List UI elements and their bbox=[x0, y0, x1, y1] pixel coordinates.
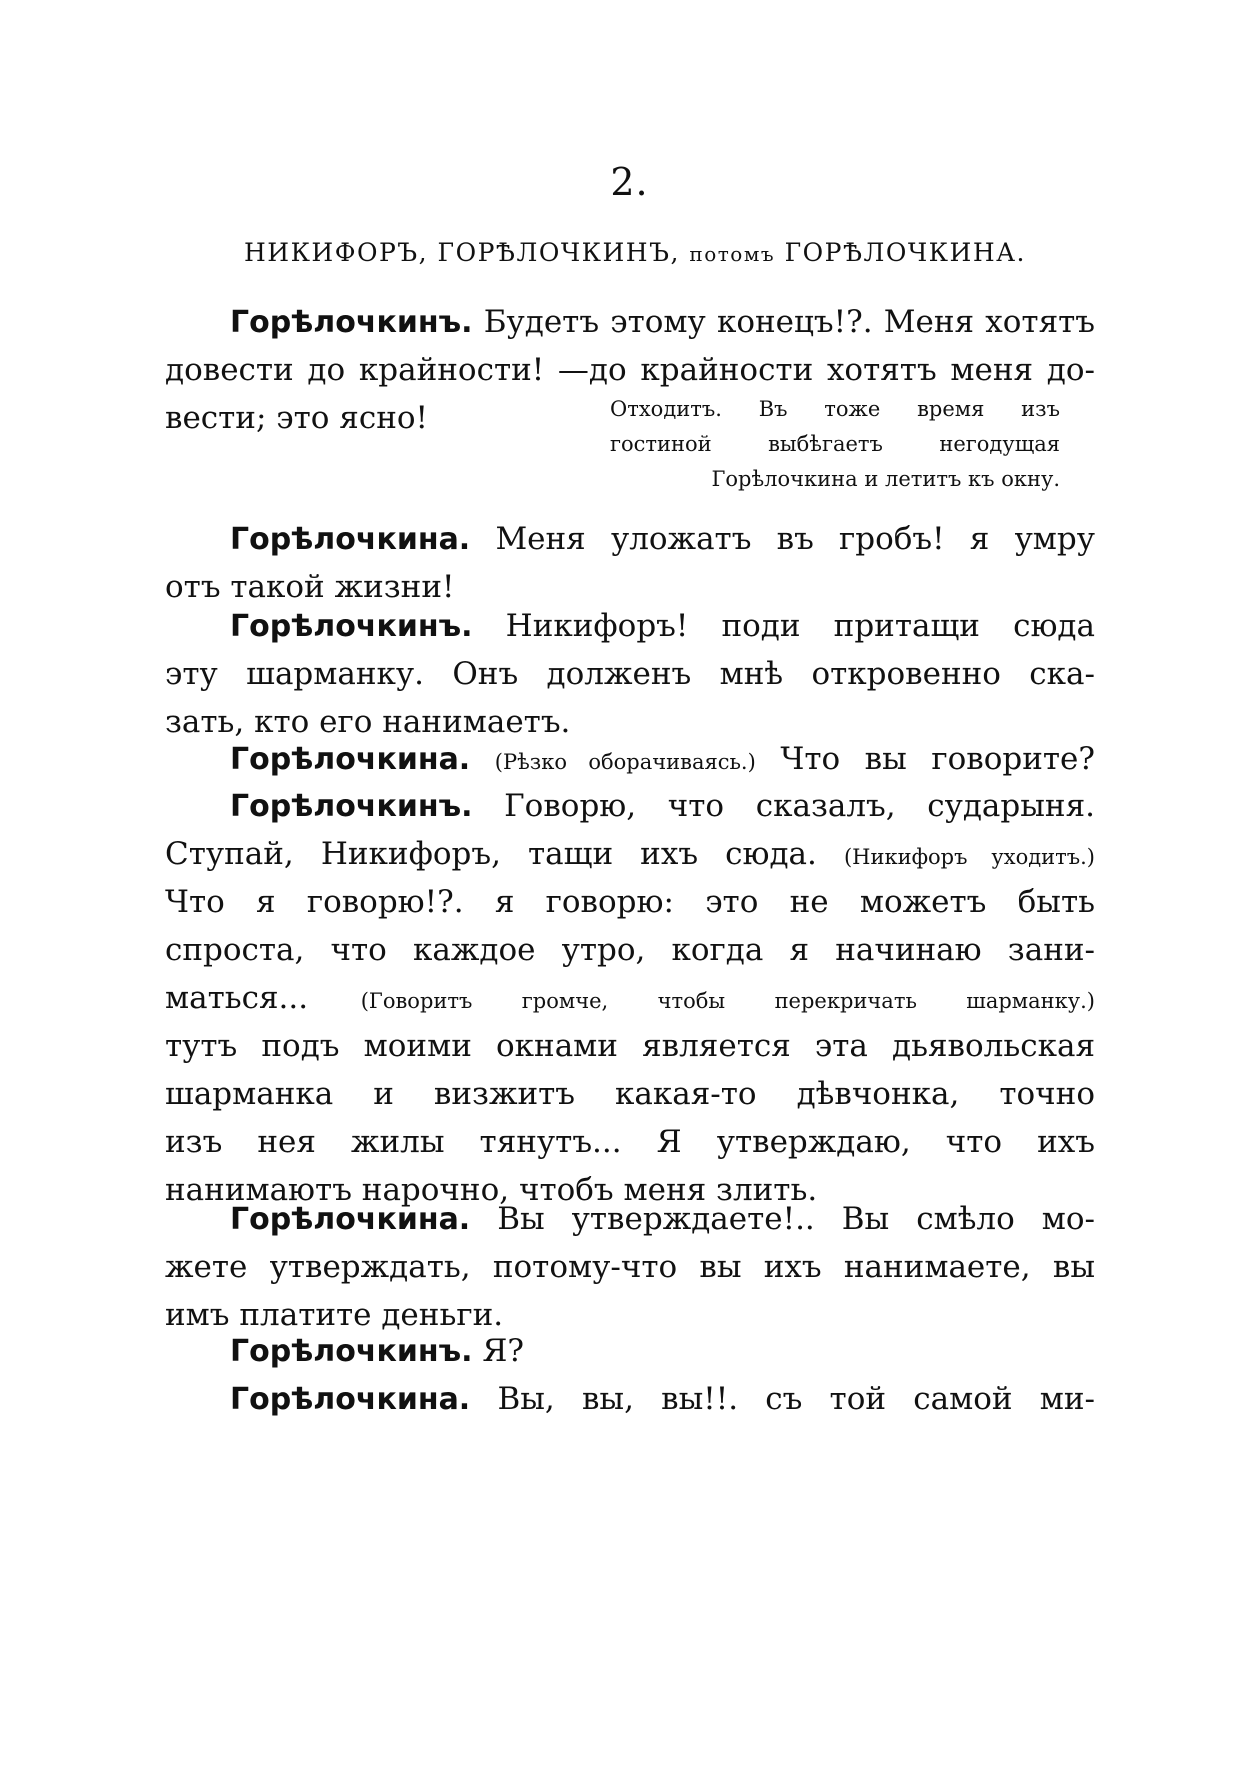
speech-line: Горѣлочкинъ. Будетъ этому конецъ!?. Меня хотятъ bbox=[230, 304, 1095, 340]
speaker-name: Горѣлочкина. bbox=[230, 522, 471, 557]
speech-line: довести до крайности! —до крайности хотятъ меня до- bbox=[165, 352, 1095, 388]
speech-line: Горѣлочкинъ. Никифоръ! поди притащи сюда bbox=[230, 608, 1095, 644]
speech-gorelochkin-4 bbox=[165, 1327, 1095, 1375]
speech-line: нанимаютъ нарочно, чтобъ меня злить. bbox=[165, 1172, 818, 1208]
speech-gorelochkina-2 bbox=[165, 735, 1095, 783]
stage-line: гостиной выбѣгаетъ негодущая bbox=[610, 432, 1060, 456]
speaker-name: Горѣлочкинъ. bbox=[230, 789, 473, 824]
cast-list bbox=[205, 238, 1065, 267]
speech-line: Горѣлочкина. Меня уложатъ въ гробъ! я умру bbox=[230, 521, 1096, 557]
speaker-name: Горѣлочкинъ. bbox=[230, 609, 473, 644]
speech-gorelochkina-4 bbox=[165, 1375, 1095, 1423]
cast-names: НИКИФОРЪ, ГОРѢЛОЧКИНЪ, bbox=[243, 238, 680, 267]
speech-line: Горѣлочкинъ. Говорю, что сказалъ, сударыня. bbox=[230, 788, 1095, 824]
speech-line: Горѣлочкина. Вы утверждаете!.. Вы смѣло мо- bbox=[230, 1201, 1095, 1237]
speech-line: имъ платите деньги. bbox=[165, 1297, 504, 1333]
stage-line: Отходитъ. Въ тоже время изъ bbox=[610, 397, 1060, 421]
speech-line: отъ такой жизни! bbox=[165, 569, 455, 605]
speech-line: маться... (Говоритъ громче, чтобы перекричать шарманку.) bbox=[165, 980, 1095, 1016]
stage-line: Горѣлочкина и летитъ къ окну. bbox=[711, 467, 1060, 491]
speaker-name: Горѣлочкинъ. bbox=[230, 305, 473, 340]
speech-gorelochkina-1 bbox=[165, 515, 1095, 611]
inline-stage-direction: (Никифоръ уходитъ.) bbox=[843, 845, 1095, 869]
cast-then: потомъ bbox=[689, 242, 776, 266]
speech-line: тутъ подъ моими окнами является эта дьявольская bbox=[165, 1028, 1095, 1064]
speech-line: Горѣлочкина. Вы, вы, вы!!. съ той самой ми- bbox=[230, 1381, 1095, 1417]
speaker-name: Горѣлочкина. bbox=[230, 1202, 471, 1237]
stage-direction bbox=[610, 392, 1060, 497]
speech-gorelochkin-2 bbox=[165, 602, 1095, 746]
speech-gorelochkina-3 bbox=[165, 1195, 1095, 1339]
speech-line: Ступай, Никифоръ, тащи ихъ сюда. (Никифоръ уходитъ.) bbox=[165, 836, 1095, 872]
cast-later-name: ГОРѢЛОЧКИНА. bbox=[784, 238, 1027, 267]
speaker-name: Горѣлочкина. bbox=[230, 1382, 471, 1417]
speech-line: шарманка и визжитъ какая-то дѣвчонка, точно bbox=[165, 1076, 1095, 1112]
speech-line: Горѣлочкина. (Рѣзко оборачиваясь.) Что вы говорите? bbox=[230, 741, 1096, 777]
speech-line: зать, кто его нанимаетъ. bbox=[165, 704, 571, 740]
speaker-name: Горѣлочкинъ. bbox=[230, 1334, 473, 1369]
speech-line: Что я говорю!?. я говорю: это не можетъ быть bbox=[165, 884, 1095, 920]
speech-line: эту шарманку. Онъ долженъ мнѣ откровенно ска- bbox=[165, 656, 1095, 692]
speech-line: изъ нея жилы тянутъ... Я утверждаю, что ихъ bbox=[165, 1124, 1095, 1160]
speech-line: спроста, что каждое утро, когда я начинаю зани- bbox=[165, 932, 1095, 968]
speech-line: Горѣлочкинъ. Я? bbox=[230, 1333, 525, 1369]
inline-stage-direction: (Говоритъ громче, чтобы перекричать шарманку.) bbox=[360, 989, 1095, 1013]
speech-gorelochkin-3 bbox=[165, 782, 1095, 1214]
speech-line: вести; это ясно! bbox=[165, 400, 429, 436]
scene-number: 2. bbox=[610, 160, 649, 204]
speaker-name: Горѣлочкина. bbox=[230, 742, 471, 777]
inline-stage-direction: (Рѣзко оборачиваясь.) bbox=[494, 750, 756, 774]
speech-line: жете утверждать, потому-что вы ихъ нанимаете, вы bbox=[165, 1249, 1095, 1285]
